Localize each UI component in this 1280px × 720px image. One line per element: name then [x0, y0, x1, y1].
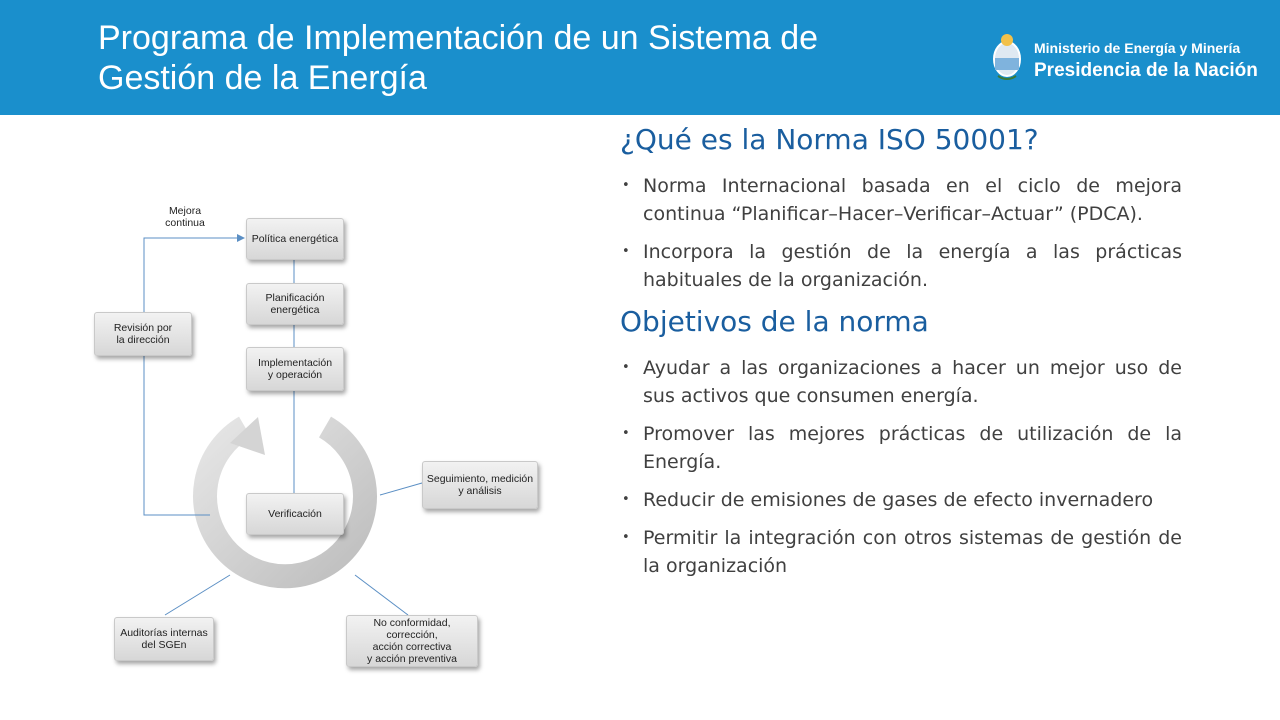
header-bar	[0, 0, 1280, 115]
logo-presidency-text: Presidencia de la Nación	[1034, 60, 1258, 81]
list-item: • Ayudar a las organizaciones a hacer un mejor uso de sus activos que consumen energía.	[620, 354, 1182, 410]
list-item: • Permitir la integración con otros sistemas de gestión de la organización	[620, 524, 1182, 580]
iso-bullet-list	[620, 172, 1182, 294]
diagram-connectors	[80, 195, 550, 685]
list-item: • Promover las mejores prácticas de utilización de la Energía.	[620, 420, 1182, 476]
section-heading-objetivos: Objetivos de la norma	[620, 305, 929, 338]
box-politica-energetica: Política energética	[246, 218, 344, 260]
logo-ministry-text: Ministerio de Energía y Minería	[1034, 40, 1241, 56]
box-planificacion-energetica: Planificación energética	[246, 283, 344, 325]
box-auditorias-internas: Auditorías internas del SGEn	[114, 617, 214, 661]
pdca-diagram	[80, 195, 550, 685]
box-no-conformidad: No conformidad, corrección, acción correctiva y acción preventiva	[346, 615, 478, 667]
list-item: • Incorpora la gestión de la energía a las prácticas habituales de la organización.	[620, 238, 1182, 294]
objetivos-bullet-list	[620, 354, 1182, 580]
box-revision-direccion: Revisión por la dirección	[94, 312, 192, 356]
coat-of-arms-icon	[990, 32, 1024, 82]
box-implementacion-operacion: Implementación y operación	[246, 347, 344, 391]
list-item: • Reducir de emisiones de gases de efecto invernadero	[620, 486, 1182, 514]
box-verificacion: Verificación	[246, 493, 344, 535]
mejora-continua-label: Mejora continua	[165, 205, 205, 229]
slide-title: Programa de Implementación de un Sistema de Gestión de la Energía	[98, 19, 819, 97]
list-item: • Norma Internacional basada en el ciclo de mejora continua “Planificar–Hacer–Verificar–Actuar” (PDCA).	[620, 172, 1182, 228]
content-column	[620, 118, 1182, 580]
ministry-logo	[984, 32, 1274, 92]
section-heading-iso: ¿Qué es la Norma ISO 50001?	[620, 123, 1039, 156]
box-seguimiento-medicion: Seguimiento, medición y análisis	[422, 461, 538, 509]
